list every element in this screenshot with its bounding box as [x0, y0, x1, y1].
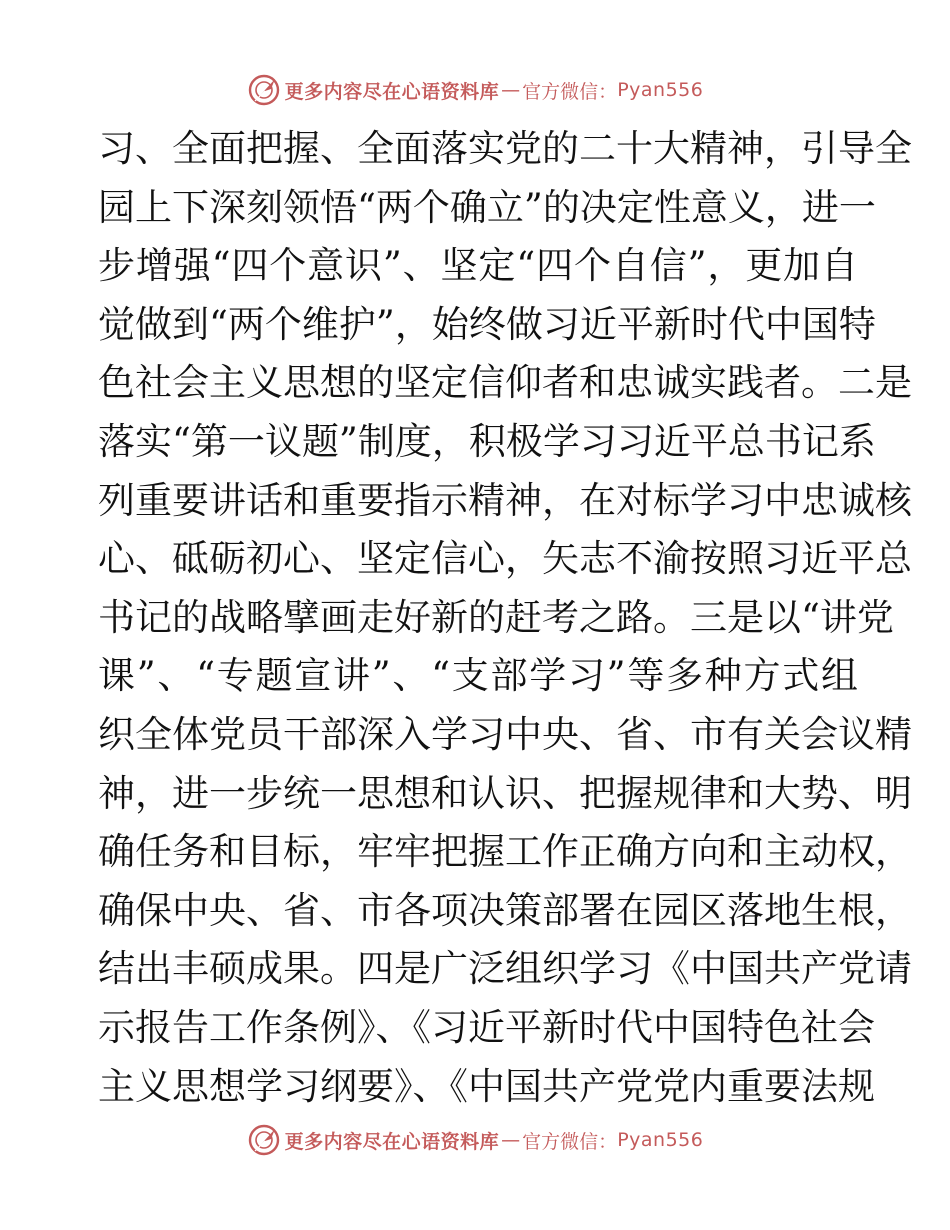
watermark-wechat-id: Pyan556 [617, 79, 704, 101]
watermark-text: 更多内容尽在心语资料库 [284, 80, 500, 103]
text-line: 确任务和目标，牢牢把握工作正确方向和主动权， [98, 830, 912, 874]
watermark-wechat-id: Pyan556 [617, 1129, 704, 1151]
text-line: 课”、“专题宣讲”、“支部学习”等多种方式组 [98, 654, 858, 698]
watermark-wechat-label: 官方微信： [522, 1130, 618, 1153]
text-line: 织全体党员干部深入学习中央、省、市有关会议精 [98, 712, 912, 756]
body-paragraph [98, 120, 912, 1116]
header-watermark [0, 70, 950, 110]
text-line: 示报告工作条例》、《习近平新时代中国特色社会 [98, 1005, 875, 1049]
text-line: 神，进一步统一思想和认识、把握规律和大势、明 [98, 771, 912, 815]
text-line: 园上下深刻领悟“两个确立”的决定性意义，进一 [98, 185, 876, 229]
watermark-wechat-label: 官方微信： [522, 80, 618, 103]
text-line: 心、砥砺初心、坚定信心，矢志不渝按照习近平总 [98, 537, 912, 581]
text-line: 步增强“四个意识”、坚定“四个自信”，更加自 [98, 244, 858, 288]
quill-logo-icon [247, 1123, 281, 1157]
watermark-text: 更多内容尽在心语资料库 [284, 1130, 500, 1153]
watermark-separator: — [501, 1129, 521, 1151]
text-line: 色社会主义思想的坚定信仰者和忠诚实践者。二是 [98, 361, 912, 405]
text-line: 落实“第一议题”制度，积极学习习近平总书记系 [98, 419, 876, 463]
text-line: 结出丰硕成果。四是广泛组织学习《中国共产党请 [98, 947, 912, 991]
text-line: 书记的战略擘画走好新的赶考之路。三是以“讲党 [98, 595, 894, 639]
text-line: 觉做到“两个维护”，始终做习近平新时代中国特 [98, 302, 876, 346]
text-line: 主义思想学习纲要》、《中国共产党党内重要法规 [98, 1064, 875, 1108]
watermark-separator: — [501, 79, 521, 101]
footer-watermark [0, 1120, 950, 1160]
text-line: 确保中央、省、市各项决策部署在园区落地生根， [98, 888, 912, 932]
text-line: 列重要讲话和重要指示精神，在对标学习中忠诚核 [98, 478, 912, 522]
text-line: 习、全面把握、全面落实党的二十大精神，引导全 [98, 127, 912, 170]
quill-logo-icon [247, 73, 281, 107]
